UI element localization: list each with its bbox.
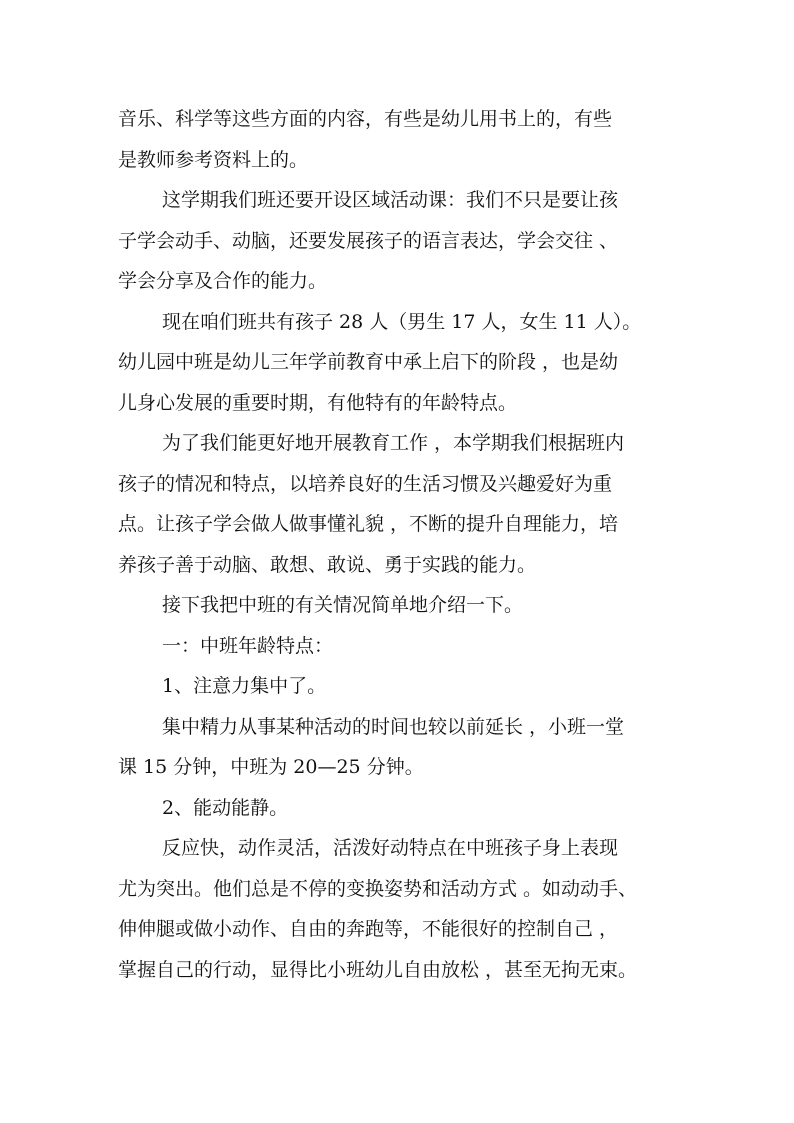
text-line: 孩子的情况和特点，以培养良好的生活习惯及兴趣爱好为重 (118, 472, 613, 495)
section-heading: 一：中班年龄特点： (162, 634, 334, 657)
subsection-heading: 2、能动能静。 (162, 796, 289, 819)
paragraph-start-line: 反应快，动作灵活，活泼好动特点在中班孩子身上表现 (162, 837, 619, 859)
text-line: 学会分享及合作的能力。 (118, 270, 328, 292)
text-line: 点。让孩子学会做人做事懂礼貌 ，不断的提升自理能力，培 (118, 513, 619, 535)
paragraph-start-line: 现在咱们班共有孩子 28 人（男生 17 人，女生 11 人）。 (162, 310, 642, 333)
paragraph-start-line: 为了我们能更好地开展教育工作 ，本学期我们根据班内 (162, 432, 625, 454)
paragraph-start-line: 集中精力从事某种活动的时间也较以前延长 ，小班一堂 (162, 715, 625, 738)
document-body (118, 99, 680, 990)
paragraph-start-line: 这学期我们班还要开设区域活动课：我们不只是要让孩 (162, 189, 619, 211)
text-line: 子学会动手、动脑，还要发展孩子的语言表达，学会交往 、 (118, 229, 619, 252)
text-line: 伸伸腿或做小动作、自由的奔跑等，不能很好的控制自己 ， (118, 918, 619, 940)
text-line: 尤为突出。他们总是不停的变换姿势和活动方式 。如动动手、 (118, 877, 638, 900)
paragraph-start-line: 接下我把中班的有关情况简单地介绍一下。 (162, 594, 524, 616)
text-line: 音乐、科学等这些方面的内容，有些是幼儿用书上的，有些 (118, 108, 613, 130)
text-line: 是教师参考资料上的。 (118, 148, 309, 171)
subsection-heading: 1、注意力集中了。 (162, 675, 327, 697)
text-line: 养孩子善于动脑、敢想、敢说、勇于实践的能力。 (118, 553, 537, 576)
text-line: 课 15 分钟，中班为 20—25 分钟。 (118, 756, 424, 778)
text-line: 儿身心发展的重要时期，有他特有的年龄特点。 (118, 391, 518, 414)
text-line: 掌握自己的行动，显得比小班幼儿自由放松 ，甚至无拘无束。 (118, 958, 638, 981)
text-line: 幼儿园中班是幼儿三年学前教育中承上启下的阶段 ，也是幼 (118, 351, 619, 373)
